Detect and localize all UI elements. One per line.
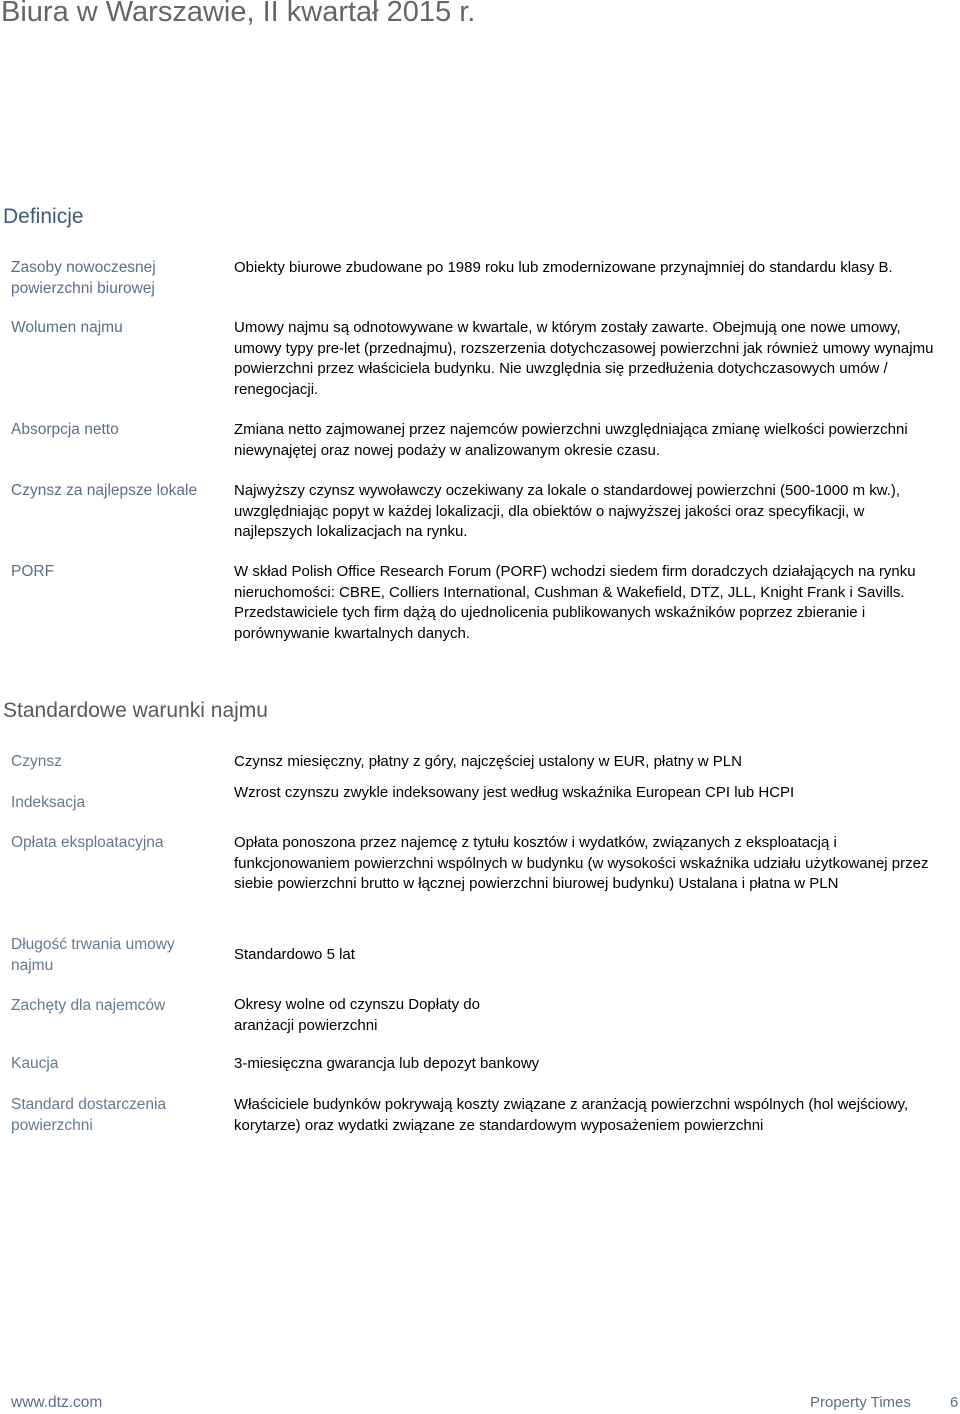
standard-desc-dlugosc: Standardowo 5 lat xyxy=(234,946,355,963)
standard-desc-indeksacja: Wzrost czynszu zwykle indeksowany jest według wskaźnika European CPI lub HCPI xyxy=(234,784,795,801)
standard-term-oplata: Opłata eksploatacyjna xyxy=(11,834,164,851)
standard-term-standard-dostarczenia: Standard dostarczenia powierzchni xyxy=(11,1096,167,1134)
footer-website: www.dtz.com xyxy=(11,1394,103,1411)
definition-term-absorpcja: Absorpcja netto xyxy=(11,421,119,438)
standard-term-indeksacja: Indeksacja xyxy=(11,794,86,811)
definition-term-wolumen: Wolumen najmu xyxy=(11,319,123,336)
standard-desc-czynsz: Czynsz miesięczny, płatny z góry, najczęściej ustalony w EUR, płatny w PLN xyxy=(234,753,742,770)
standard-term-kaucja: Kaucja xyxy=(11,1055,59,1072)
standard-term-zachety: Zachęty dla najemców xyxy=(11,997,166,1014)
section-heading-definitions: Definicje xyxy=(3,205,84,228)
standard-desc-kaucja: 3-miesięczna gwarancja lub depozyt bankowy xyxy=(234,1055,540,1072)
standard-desc-zachety: Okresy wolne od czynszu Dopłaty do aranżacji powierzchni xyxy=(234,996,480,1034)
footer-page-number: 6 xyxy=(950,1394,959,1411)
standard-term-czynsz: Czynsz xyxy=(11,753,62,770)
definition-desc-porf: W skład Polish Office Research Forum (PORF) wchodzi siedem firm doradczych działających na rynku nieruchomości: CBRE, Colliers International, Cushman & Wakefield, DTZ, JLL, Knight Frank i Savills. Przedstawiciele tych firm dążą do ujednolicenia publikowanych wskaźników poprzez zbieranie i porównywanie kwartalnych danych. xyxy=(234,563,916,642)
standard-term-dlugosc: Długość trwania umowy najmu xyxy=(11,936,175,974)
definition-desc-czynsz-najlepsze: Najwyższy czynsz wywoławczy oczekiwany za lokale o standardowej powierzchni (500-1000 m kw.), uwzględniając popyt w każdej lokalizacji, dla obiektów o najwyższej jakości oraz specyfikacji, w najlepszych lokalizacjach na rynku. xyxy=(234,482,901,540)
section-heading-standard-terms: Standardowe warunki najmu xyxy=(3,699,268,722)
standard-desc-standard-dostarczenia: Właściciele budynków pokrywają koszty związane z aranżacją powierzchni wspólnych (hol wejściowy, korytarze) oraz wydatki związane ze standardowym wyposażeniem powierzchni xyxy=(234,1096,909,1134)
definition-term-zasoby: Zasoby nowoczesnej powierzchni biurowej xyxy=(11,259,156,297)
definition-desc-absorpcja: Zmiana netto zajmowanej przez najemców powierzchni uwzględniająca zmianę wielkości powierzchni niewynajętej oraz nowej podaży w analizowanym okresie czasu. xyxy=(234,421,908,459)
definition-term-czynsz-najlepsze: Czynsz za najlepsze lokale xyxy=(11,482,198,499)
page-title: Biura w Warszawie, II kwartał 2015 r. xyxy=(1,0,476,28)
definition-desc-zasoby: Obiekty biurowe zbudowane po 1989 roku lub zmodernizowane przynajmniej do standardu klasy B. xyxy=(234,259,893,276)
standard-desc-oplata: Opłata ponoszona przez najemcę z tytułu kosztów i wydatków, związanych z eksploatacją i funkcjonowaniem powierzchni wspólnych w budynku (w wysokości wskaźnika udziału użytkowanej przez siebie powierzchni brutto w łącznej powierzchni biurowej budynku) Ustalana i płatna w PLN xyxy=(234,834,929,892)
definition-term-porf: PORF xyxy=(11,563,55,580)
definition-desc-wolumen: Umowy najmu są odnotowywane w kwartale, w którym zostały zawarte. Obejmują one nowe umowy, umowy typy pre-let (przednajmu), rozszerzenia dotychczasowej powierzchni jak również umowy wynajmu powierzchni przez właściciela budynku. Nie uwzględnia się przedłużenia dotychczasowych umów / renegocjacji. xyxy=(234,319,934,398)
footer-publication: Property Times xyxy=(810,1394,911,1411)
